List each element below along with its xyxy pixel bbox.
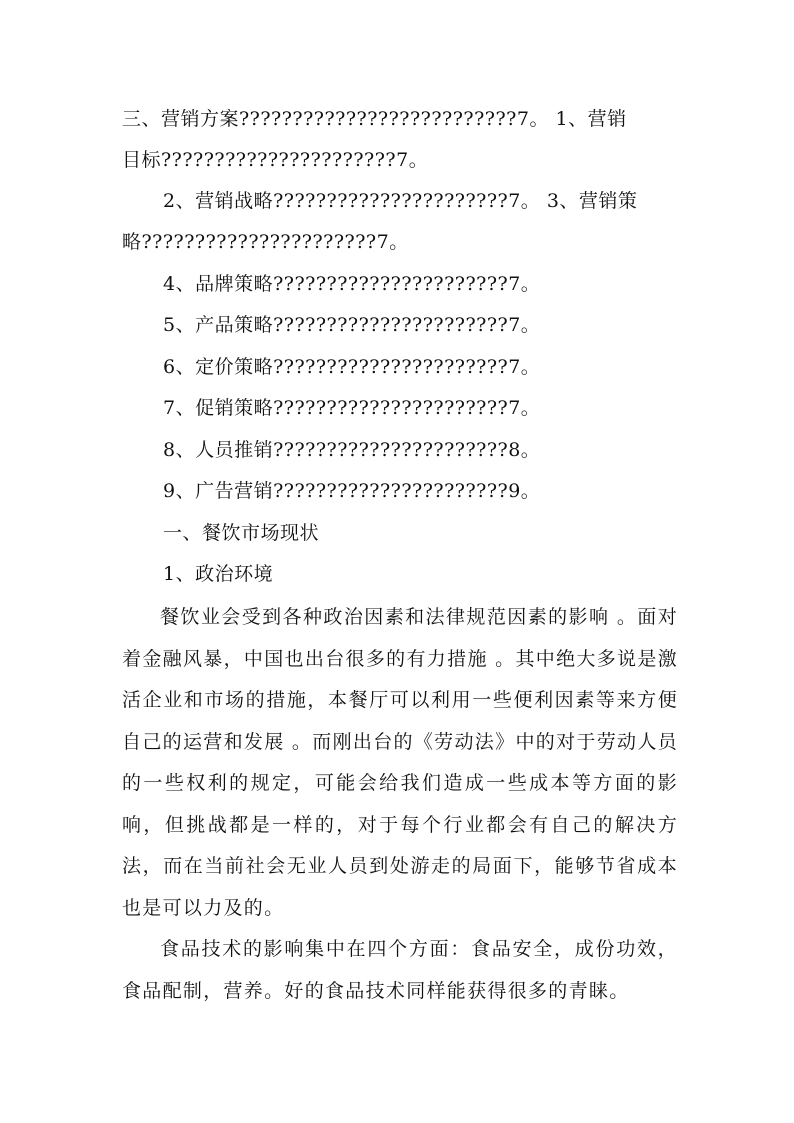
body-paragraph-political: 餐饮业会受到各种政治因素和法律规范因素的影响 。面对着金融风暴，中国也出台很多的有力措施 。其中绝大多说是激活企业和市场的措施，本餐厅可以利用一些便利因素等来方便自己的运营和发展 。而刚出台的《劳动法》中的对于劳动人员的一些权利的规定，可能会给我们造成一些成本等方面的影响，但挑战都是一样的，对于每个行业都会有自己的解决方法，而在当前社会无业人员到处游走的局面下，能够节省成本也是可以力及的。	[122, 606, 678, 919]
toc-item-pricing-strategy: 6、定价策略??????????????????????7。	[163, 356, 541, 378]
toc-item-product-strategy: 5、产品策略??????????????????????7。	[163, 314, 541, 336]
toc-item-marketing-tactics: 略??????????????????????7。	[122, 231, 409, 253]
toc-item-marketing-strategy: 2、营销战略??????????????????????7。 3、营销策	[163, 190, 638, 212]
body-paragraph-food-tech: 食品技术的影响集中在四个方面：食品安全，成份功效，食品配制，营养。好的食品技术同样能获得很多的青睐。	[122, 938, 678, 1002]
toc-item-personal-selling: 8、人员推销??????????????????????8。	[163, 439, 541, 461]
section-heading: 一、餐饮市场现状	[163, 522, 320, 544]
toc-item-marketing-goal: 目标??????????????????????7。	[122, 149, 429, 171]
toc-item-advertising: 9、广告营销??????????????????????9。	[163, 480, 541, 502]
toc-item-brand-strategy: 4、品牌策略??????????????????????7。	[163, 273, 541, 295]
toc-item-promotion-strategy: 7、促销策略??????????????????????7。	[163, 397, 541, 419]
toc-item-marketing-plan: 三、营销方案??????????????????????????7。 1、营销	[122, 108, 627, 130]
subsection-heading: 1、政治环境	[163, 563, 274, 585]
